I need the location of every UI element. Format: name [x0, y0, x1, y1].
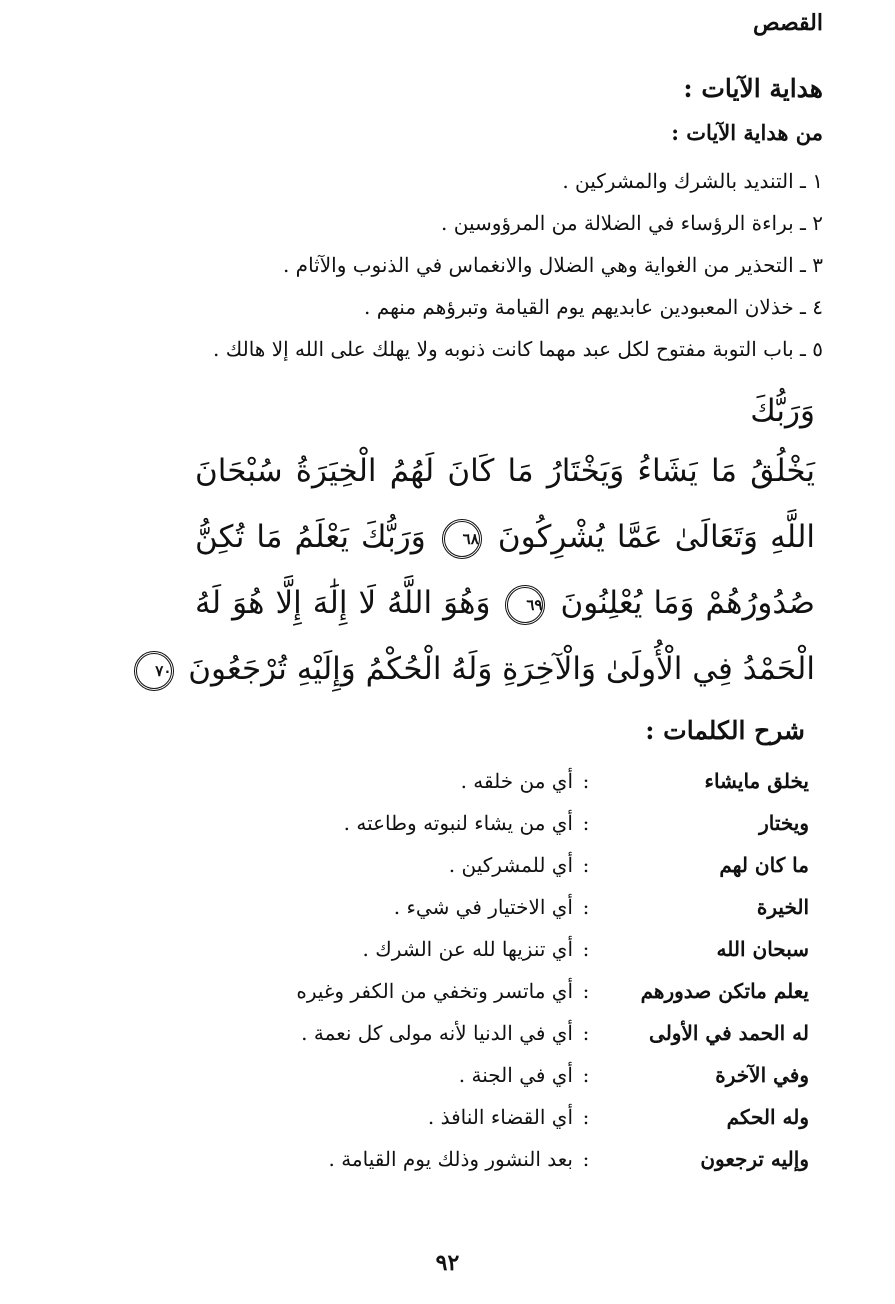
vocab-word: وفي الآخرة — [715, 1063, 809, 1087]
vocab-separator: : — [582, 1105, 590, 1129]
verse-text: وَرَبُّكَ — [750, 393, 815, 429]
table-row — [249, 928, 809, 970]
table-row — [249, 970, 809, 1012]
guidance-point: ١ ـ التنديد بالشرك والمشركين . — [562, 169, 823, 193]
vocab-separator: : — [582, 895, 590, 919]
vocab-word: ما كان لهم — [719, 853, 809, 877]
ayah-number-marker: ٦٩ — [505, 585, 545, 625]
vocab-separator: : — [582, 979, 590, 1003]
surah-header: القصص — [753, 10, 823, 36]
vocab-separator: : — [582, 1063, 590, 1087]
verse-line — [195, 570, 815, 636]
vocab-separator: : — [582, 811, 590, 835]
vocab-word: الخيرة — [756, 895, 809, 919]
verse-text: صُدُورُهُمْ وَمَا يُعْلِنُونَ — [560, 585, 815, 621]
vocab-meaning: أي للمشركين . — [448, 853, 573, 877]
vocab-word: يعلم ماتكن صدورهم — [640, 979, 809, 1003]
vocab-meaning: بعد النشور وذلك يوم القيامة . — [328, 1147, 573, 1171]
vocab-word: وإليه ترجعون — [700, 1147, 809, 1171]
table-row — [249, 760, 809, 802]
vocab-separator: : — [582, 853, 590, 877]
vocab-word: ويختار — [759, 811, 809, 835]
guidance-point: ٥ ـ باب التوبة مفتوح لكل عبد مهما كانت ذنوبه ولا يهلك على الله إلا هالك . — [213, 337, 823, 361]
verse-text: يَخْلُقُ مَا يَشَاءُ وَيَخْتَارُ مَا كَانَ لَهُمُ الْخِيَرَةُ سُبْحَانَ — [195, 453, 815, 489]
table-row — [249, 1096, 809, 1138]
ayah-number-marker: ٧٠ — [134, 651, 174, 691]
vocab-meaning: أي من خلقه . — [460, 769, 573, 793]
verse-line — [195, 438, 815, 504]
vocab-meaning: أي من يشاء لنبوته وطاعته . — [343, 811, 573, 835]
vocab-word: سبحان الله — [716, 937, 809, 961]
vocab-separator: : — [582, 769, 590, 793]
guidance-title: هداية الآيات : — [683, 74, 823, 103]
verse-text: اللَّهِ وَتَعَالَىٰ عَمَّا يُشْرِكُونَ — [497, 519, 816, 555]
vocab-meaning: أي في الجنة . — [458, 1063, 573, 1087]
vocabulary-title: شرح الكلمات : — [645, 716, 805, 745]
quran-verses — [155, 378, 816, 702]
vocab-separator: : — [582, 1021, 590, 1045]
ayah-number-marker: ٦٨ — [442, 519, 482, 559]
guidance-point: ٢ ـ براءة الرؤساء في الضلالة من المرؤوسين . — [441, 211, 823, 235]
vocab-meaning: أي الاختيار في شيء . — [393, 895, 573, 919]
vocab-meaning: أي ماتسر وتخفي من الكفر وغيره — [296, 979, 573, 1003]
vocabulary-table — [249, 760, 809, 1180]
guidance-point: ٤ ـ خذلان المعبودين عابديهم يوم القيامة وتبرؤهم منهم . — [364, 295, 823, 319]
verse-line — [195, 504, 815, 570]
guidance-subtitle: من هداية الآيات : — [671, 120, 823, 145]
vocab-meaning: أي في الدنيا لأنه مولى كل نعمة . — [301, 1021, 573, 1045]
guidance-list — [63, 160, 823, 370]
vocab-separator: : — [582, 937, 590, 961]
vocab-word: له الحمد في الأولى — [649, 1021, 809, 1045]
vocab-meaning: أي تنزيها لله عن الشرك . — [362, 937, 573, 961]
vocab-separator: : — [582, 1147, 590, 1171]
verse-text: وَرَبُّكَ يَعْلَمُ مَا تُكِنُّ — [195, 519, 426, 555]
verse-line — [195, 378, 815, 438]
table-row — [249, 802, 809, 844]
vocab-meaning: أي القضاء النافذ . — [427, 1105, 573, 1129]
vocab-word: وله الحكم — [726, 1105, 809, 1129]
table-row — [249, 844, 809, 886]
verse-text: وَهُوَ اللَّهُ لَا إِلَٰهَ إِلَّا هُوَ لَهُ — [195, 585, 491, 621]
page-number: ٩٢ — [435, 1250, 460, 1276]
table-row — [249, 886, 809, 928]
table-row — [249, 1012, 809, 1054]
guidance-point: ٣ ـ التحذير من الغواية وهي الضلال والانغماس في الذنوب والآثام . — [282, 253, 823, 277]
table-row — [249, 1054, 809, 1096]
verse-line — [155, 636, 815, 702]
verse-text: الْحَمْدُ فِي الْأُولَىٰ وَالْآخِرَةِ وَلَهُ الْحُكْمُ وَإِلَيْهِ تُرْجَعُونَ — [188, 651, 815, 687]
table-row — [249, 1138, 809, 1180]
vocab-word: يخلق مايشاء — [704, 769, 809, 793]
